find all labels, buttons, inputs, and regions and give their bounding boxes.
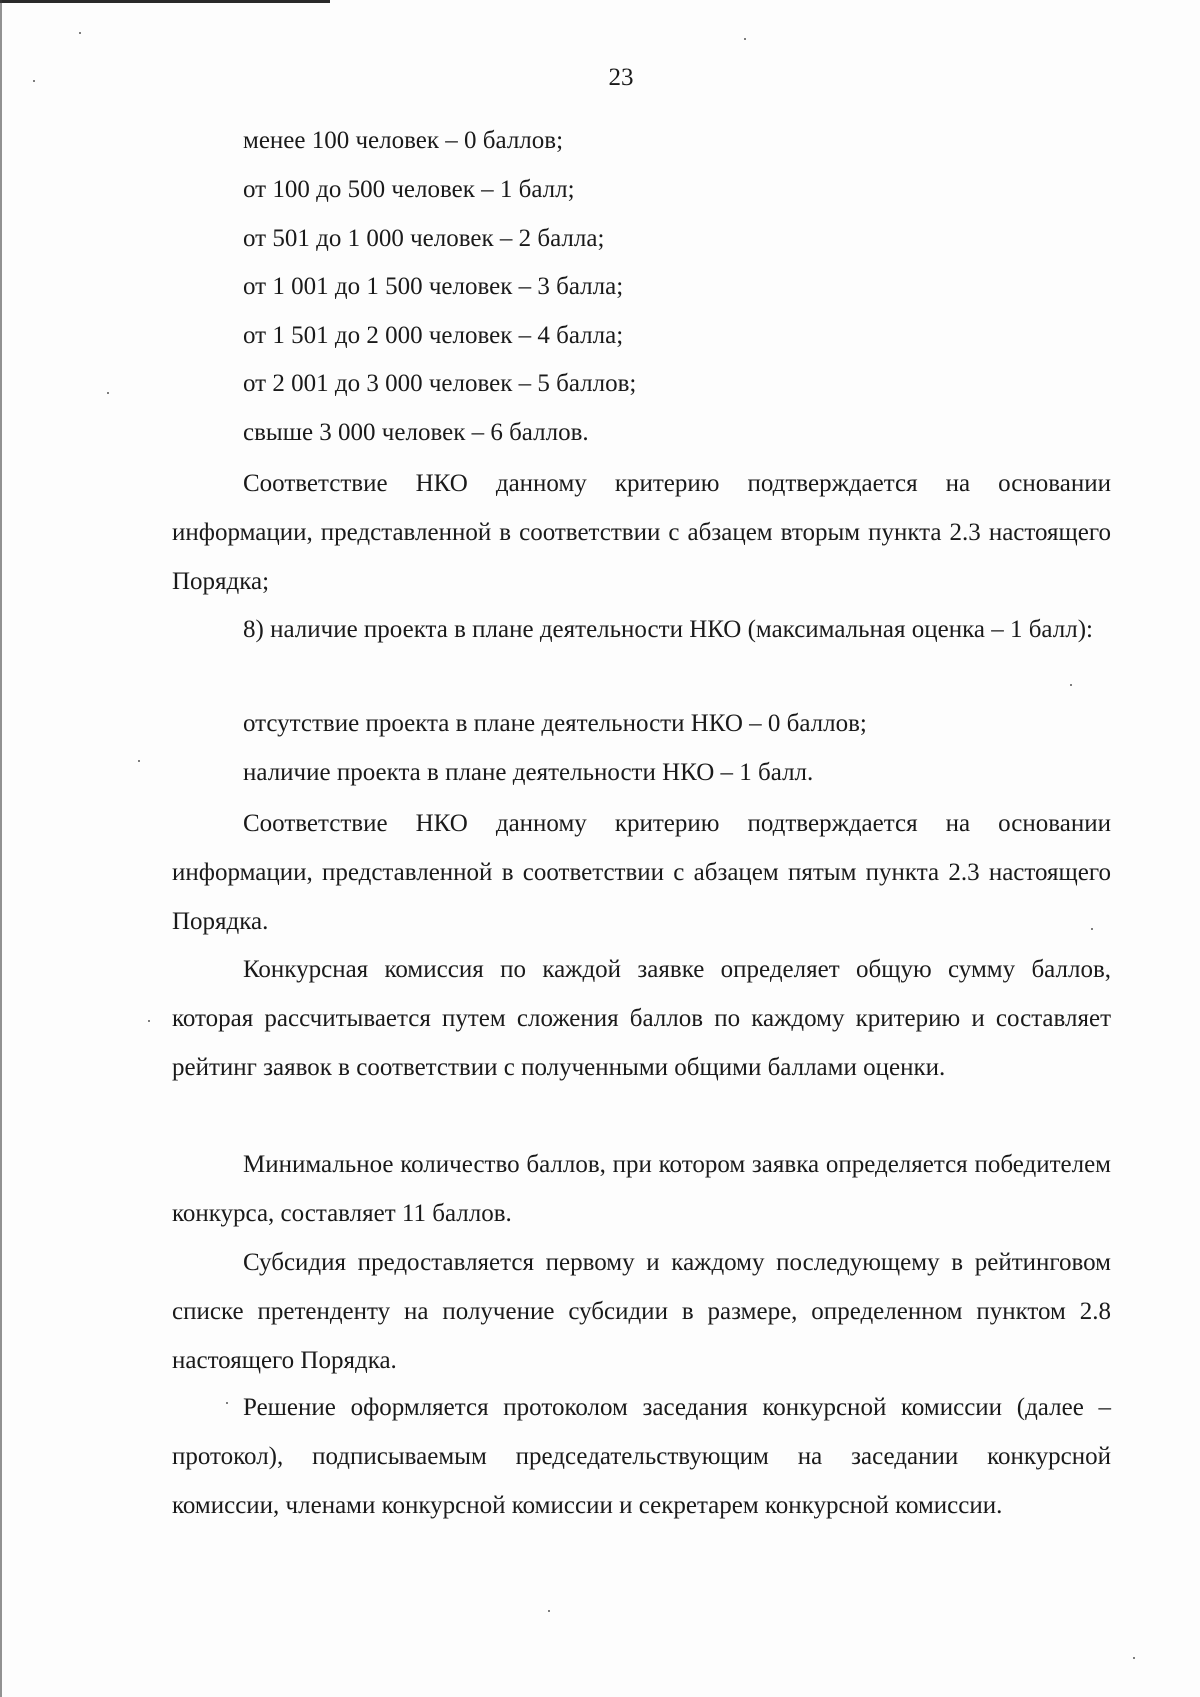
scale-line: свыше 3 000 человек – 6 баллов. xyxy=(243,419,589,446)
scale-line: от 100 до 500 человек – 1 балл; xyxy=(243,176,575,203)
criterion-8-heading: 8) наличие проекта в плане деятельности НКО (максимальная оценка – 1 балл): xyxy=(243,616,1093,643)
scan-speck xyxy=(107,392,109,394)
decision-paragraph: Решение оформляется протоколом заседания конкурсной комиссии (далее – протокол), подписываемым председательствующим на заседании конкурсной комиссии, членами конкурсной комиссии и секретарем конкурсной комиссии. xyxy=(172,1394,1111,1519)
scan-speck xyxy=(138,760,140,762)
rating-paragraph: Конкурсная комиссия по каждой заявке определяет общую сумму баллов, которая рассчитывается путем сложения баллов по каждому критерию и составляет рейтинг заявок в соответствии с полученными общими баллами оценки. xyxy=(172,956,1111,1081)
criterion-8-option: отсутствие проекта в плане деятельности НКО – 0 баллов; xyxy=(243,710,867,737)
scan-speck xyxy=(226,1402,228,1404)
scan-speck xyxy=(548,1610,550,1612)
scale-line: менее 100 человек – 0 баллов; xyxy=(243,127,564,154)
subsidy-paragraph: Субсидия предоставляется первому и каждому последующему в рейтинговом списке претенденту на получение субсидии в размере, определенном пунктом 2.8 настоящего Порядка. xyxy=(172,1249,1111,1374)
scan-speck xyxy=(1133,1657,1135,1659)
minimum-score-paragraph: Минимальное количество баллов, при котором заявка определяется победителем конкурса, составляет 11 баллов. xyxy=(172,1151,1111,1227)
page-number: 23 xyxy=(608,64,634,91)
scan-speck xyxy=(33,80,35,82)
scan-top-edge xyxy=(0,0,330,3)
scale-line: от 501 до 1 000 человек – 2 балла; xyxy=(243,225,605,252)
scan-speck xyxy=(79,32,81,34)
scale-line: от 1 501 до 2 000 человек – 4 балла; xyxy=(243,322,624,349)
conformity-paragraph: Соответствие НКО данному критерию подтверждается на основании информации, представленной в соответствии с абзацем вторым пункта 2.3 настоящего Порядка; xyxy=(172,470,1111,595)
conformity-paragraph: Соответствие НКО данному критерию подтверждается на основании информации, представленной в соответствии с абзацем пятым пункта 2.3 настоящего Порядка. xyxy=(172,810,1111,935)
scan-speck xyxy=(1070,684,1072,686)
scan-speck xyxy=(1091,928,1093,930)
scan-left-edge xyxy=(0,0,2,1697)
scale-line: от 2 001 до 3 000 человек – 5 баллов; xyxy=(243,370,637,397)
scan-speck xyxy=(148,1020,150,1022)
criterion-8-option: наличие проекта в плане деятельности НКО – 1 балл. xyxy=(243,759,814,786)
scale-line: от 1 001 до 1 500 человек – 3 балла; xyxy=(243,273,624,300)
scan-speck xyxy=(744,38,746,40)
